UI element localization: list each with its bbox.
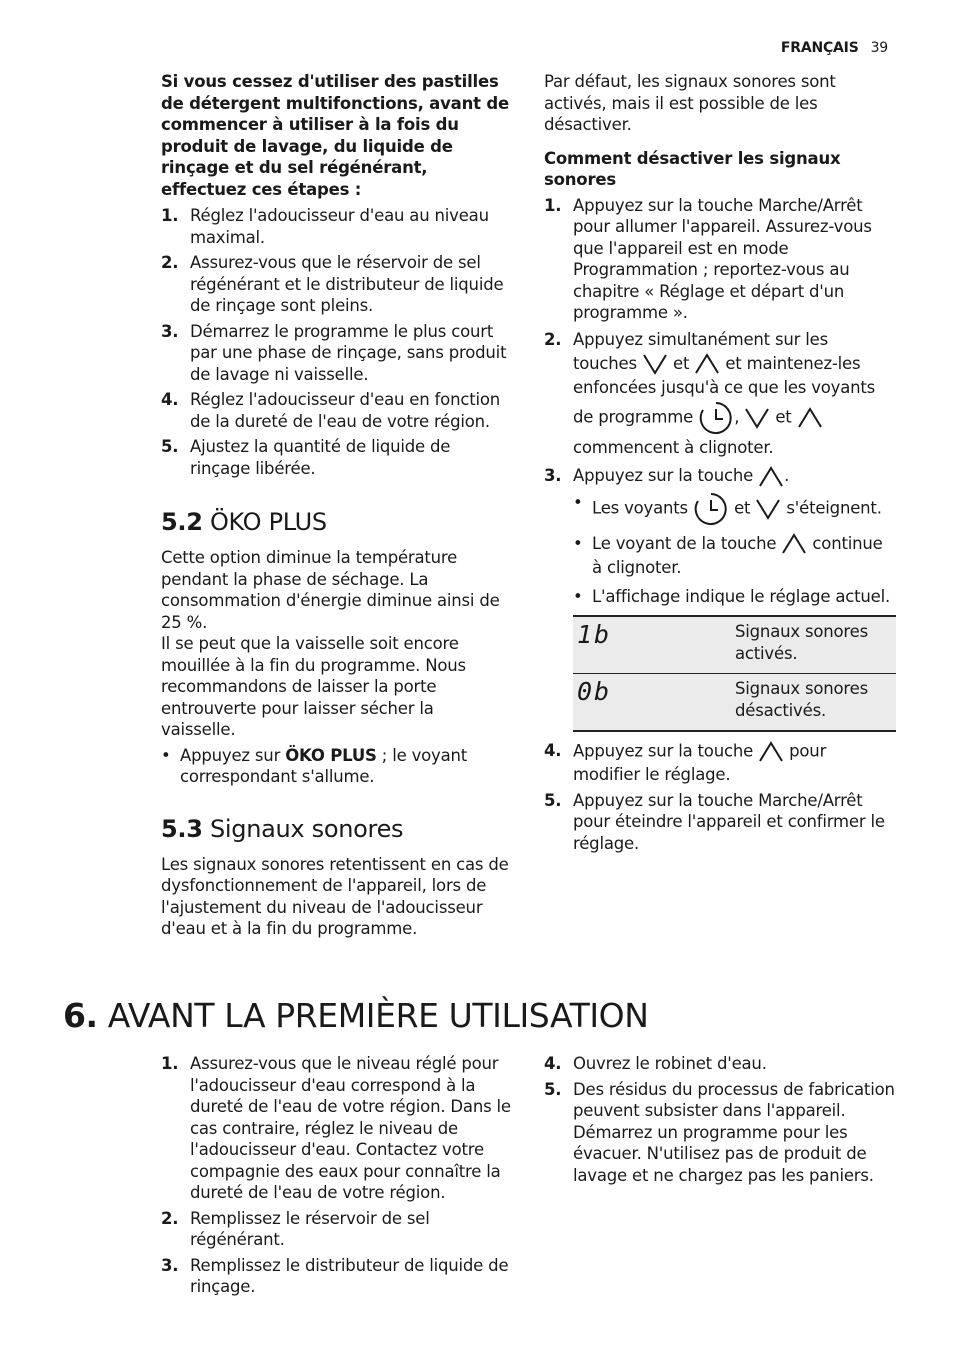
step-text: Démarrez le programme le plus court par une phase de rinçage, sans produit de lavage ni vaisselle. bbox=[190, 321, 507, 384]
bullet-icon: • bbox=[573, 587, 583, 606]
step-number: 3. bbox=[161, 1255, 179, 1275]
bullet-text: Le voyant de la touche bbox=[592, 533, 777, 553]
display-code: 1b bbox=[577, 620, 612, 649]
section-heading-6 bbox=[63, 996, 649, 1036]
chevron-up-icon bbox=[781, 532, 807, 556]
step-text: Remplissez le réservoir de sel régénérant. bbox=[190, 1208, 430, 1249]
step-number: 2. bbox=[161, 1208, 179, 1228]
oko-plus-label: ÖKO PLUS bbox=[285, 745, 377, 765]
table-cell bbox=[573, 674, 731, 732]
step-number: 4. bbox=[161, 390, 179, 409]
list-item bbox=[573, 585, 896, 609]
prep-steps-list bbox=[161, 205, 513, 479]
bullet-text: Les voyants bbox=[592, 498, 688, 517]
step-text: Appuyez simultanément sur les touches bbox=[573, 329, 829, 373]
bullet-icon: • bbox=[161, 745, 171, 765]
list-item bbox=[161, 252, 513, 317]
list-item bbox=[161, 1255, 513, 1298]
step-text: commencent à clignoter. bbox=[573, 438, 774, 457]
step-text: . bbox=[784, 466, 790, 485]
chevron-up-icon bbox=[694, 352, 720, 376]
left-column bbox=[161, 71, 513, 940]
section-number: 6. bbox=[63, 996, 98, 1035]
bullet-icon: • bbox=[573, 492, 583, 512]
first-use-steps-list-continued bbox=[544, 1053, 896, 1186]
table-row bbox=[573, 616, 896, 674]
section6-left-column bbox=[161, 1053, 513, 1302]
list-item bbox=[161, 321, 513, 386]
oko-plus-paragraph: Cette option diminue la température pendant la phase de séchage. La consommation d'énergie diminue ainsi de 25 %. bbox=[161, 548, 500, 632]
list-item bbox=[544, 195, 896, 324]
step-number: 1. bbox=[161, 206, 179, 225]
list-item bbox=[161, 389, 513, 432]
step-number: 4. bbox=[544, 1054, 562, 1073]
step-text: Réglez l'adoucisseur d'eau en fonction de la dureté de l'eau de votre région. bbox=[190, 390, 501, 431]
oko-plus-bullets bbox=[161, 745, 513, 788]
step-text: , bbox=[734, 407, 740, 427]
bullet-text: ; le voyant correspondant s'allume. bbox=[180, 745, 468, 786]
step-text: Appuyez sur la touche bbox=[573, 741, 754, 761]
section-number: 5.3 bbox=[161, 814, 203, 843]
step-text: et bbox=[673, 353, 690, 373]
bullet-text: s'éteignent. bbox=[786, 498, 882, 517]
step-text: Appuyez sur la touche bbox=[573, 466, 754, 485]
section-title: AVANT LA PREMIÈRE UTILISATION bbox=[107, 996, 649, 1035]
step-number: 5. bbox=[161, 437, 179, 456]
list-item bbox=[161, 745, 513, 788]
chevron-up-icon bbox=[758, 740, 784, 764]
section6-right-column bbox=[544, 1053, 896, 1190]
right-column bbox=[544, 71, 896, 858]
subheading-disable-signals: Comment désactiver les signaux sonores bbox=[544, 148, 841, 189]
page-header bbox=[781, 38, 888, 60]
step-text: Assurez-vous que le niveau réglé pour l'adoucisseur d'eau correspond à la dureté de l'eau de votre région. Dans le cas contraire, réglez le niveau de l'adoucisseur d'eau. Contactez votre compagnie des eaux pour connaître la dureté de l'eau de votre région. bbox=[190, 1054, 511, 1202]
step-number: 3. bbox=[544, 466, 562, 485]
step-number: 1. bbox=[161, 1054, 179, 1073]
table-row bbox=[573, 674, 896, 732]
disable-steps-list-continued bbox=[544, 740, 896, 854]
list-item bbox=[544, 1079, 896, 1187]
section-title: Signaux sonores bbox=[209, 814, 404, 843]
table-cell bbox=[573, 616, 731, 674]
list-item bbox=[573, 491, 896, 527]
step-text: Ajustez la quantité de liquide de rinçage libérée. bbox=[190, 437, 451, 478]
intro-warning: Si vous cessez d'utiliser des pastilles de détergent multifonctions, avant de commencer à utiliser à la fois du produit de lavage, du liquide de rinçage et du sel régénérant, effectuez ces étapes : bbox=[161, 72, 509, 199]
step-number: 2. bbox=[161, 253, 179, 272]
step-text: Des résidus du processus de fabrication peuvent subsister dans l'appareil. Démarrez un programme pour les évacuer. N'utilisez pas de produit de lavage et ne chargez pas les paniers. bbox=[573, 1079, 895, 1185]
step-text: Réglez l'adoucisseur d'eau au niveau maximal. bbox=[190, 206, 489, 247]
step-text: Appuyez sur la touche Marche/Arrêt pour éteindre l'appareil et confirmer le réglage. bbox=[573, 790, 885, 853]
list-item bbox=[544, 1053, 896, 1075]
disable-steps-list bbox=[544, 195, 896, 610]
step-text: et maintenez-les enfoncées jusqu'à ce que les voyants de programme bbox=[573, 353, 876, 427]
section-heading-5-3 bbox=[161, 814, 513, 844]
step-text: et bbox=[775, 407, 792, 427]
bullet-icon: • bbox=[573, 533, 583, 553]
bullet-text: L'affichage indique le réglage actuel. bbox=[592, 587, 891, 606]
signals-paragraph: Les signaux sonores retentissent en cas de dysfonctionnement de l'appareil, lors de l'ajustement du niveau de l'adoucisseur d'eau et à la fin du programme. bbox=[161, 854, 509, 938]
step-text: Appuyez sur la touche Marche/Arrêt pour allumer l'appareil. Assurez-vous que l'appareil est en mode Programmation ; reportez-vous au chapitre « Réglage et départ d'un programme ». bbox=[573, 195, 872, 322]
bullet-text: Appuyez sur bbox=[180, 745, 286, 765]
step-number: 1. bbox=[544, 195, 562, 215]
step-text: Remplissez le distributeur de liquide de rinçage. bbox=[190, 1255, 509, 1296]
list-item bbox=[161, 436, 513, 479]
language-label: FRANÇAIS bbox=[780, 40, 859, 56]
chevron-down-icon bbox=[744, 406, 770, 430]
list-item bbox=[161, 1208, 513, 1251]
first-use-steps-list bbox=[161, 1053, 513, 1298]
signals-default-paragraph: Par défaut, les signaux sonores sont activés, mais il est possible de les désactiver. bbox=[544, 72, 836, 134]
step-number: 5. bbox=[544, 790, 562, 810]
step-number: 5. bbox=[544, 1079, 562, 1099]
section-title: ÖKO PLUS bbox=[209, 508, 327, 536]
chevron-down-icon bbox=[755, 497, 781, 521]
page-number: 39 bbox=[870, 40, 888, 56]
step-number: 3. bbox=[161, 321, 179, 341]
chevron-up-icon bbox=[797, 406, 823, 430]
list-item bbox=[544, 328, 896, 461]
timer-clock-icon bbox=[698, 400, 734, 436]
list-item bbox=[573, 532, 896, 581]
step-text: Assurez-vous que le réservoir de sel régénérant et le distributeur de liquide de rinçage sont pleins. bbox=[190, 253, 504, 315]
table-cell: Signaux sonores désactivés. bbox=[731, 674, 896, 732]
display-codes-table bbox=[573, 615, 896, 732]
step-number: 4. bbox=[544, 741, 562, 760]
display-code: 0b bbox=[577, 677, 612, 706]
section-heading-5-2 bbox=[161, 507, 513, 537]
step3-bullets bbox=[544, 491, 896, 610]
timer-clock-icon bbox=[693, 491, 729, 527]
list-item bbox=[544, 464, 896, 609]
step-number: 2. bbox=[544, 329, 562, 349]
chevron-down-icon bbox=[642, 352, 668, 376]
chevron-up-icon bbox=[758, 465, 784, 489]
step-text: Ouvrez le robinet d'eau. bbox=[573, 1054, 767, 1073]
list-item bbox=[544, 740, 896, 786]
bullet-text: et bbox=[734, 498, 751, 517]
list-item bbox=[161, 1053, 513, 1204]
table-cell: Signaux sonores activés. bbox=[731, 616, 896, 674]
section-number: 5.2 bbox=[161, 508, 203, 536]
step-text: pour modifier le réglage. bbox=[573, 741, 827, 784]
oko-plus-paragraph-2: Il se peut que la vaisselle soit encore mouillée à la fin du programme. Nous recommandons de laisser la porte entrouverte pour laisser sécher la vaisselle. bbox=[161, 634, 466, 739]
list-item bbox=[544, 790, 896, 855]
bullet-text: continue à clignoter. bbox=[592, 533, 883, 577]
list-item bbox=[161, 205, 513, 248]
